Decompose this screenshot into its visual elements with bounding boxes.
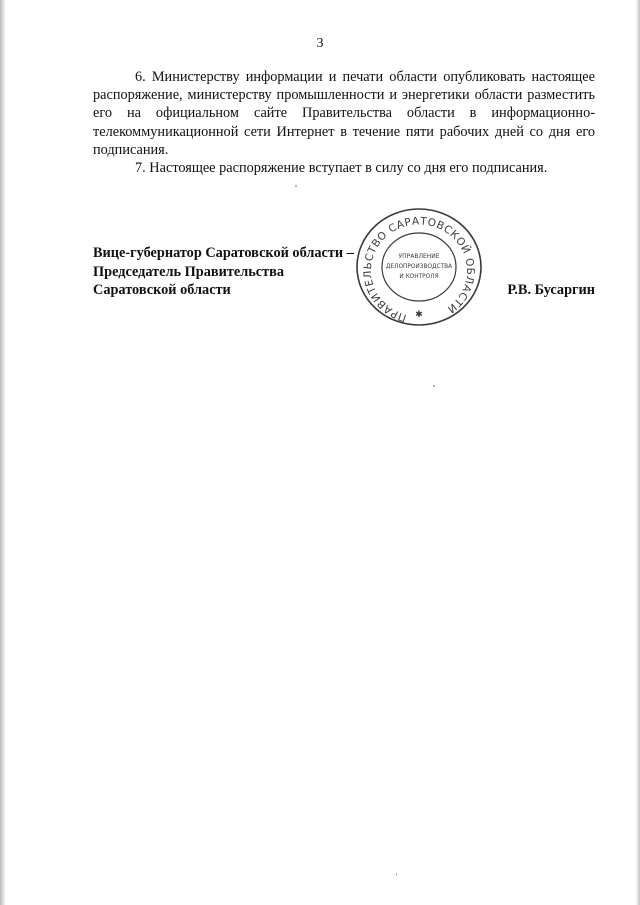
seal-ring-text-path: ПРАВИТЕЛЬСТВО САРАТОВСКОЙ ОБЛАСТИ xyxy=(361,215,477,324)
signatory-title-line-2: Председатель Правительства xyxy=(93,263,285,280)
seal-center-line-3: И КОНТРОЛЯ xyxy=(399,274,439,280)
signatory-title-line-3: Саратовской области xyxy=(93,282,231,298)
signatory-title-line-1: Вице-губернатор Саратовской области – xyxy=(93,245,354,261)
signatory-name: Р.В. Бусаргин xyxy=(507,282,595,298)
seal-center-line-1: УПРАВЛЕНИЕ xyxy=(398,253,440,260)
scan-speck xyxy=(295,185,297,187)
paragraph-6: 6. Министерству информации и печати области опубликовать настоящее распоряжение, министерству промышленности и энергетики области разместить его на официальном сайте Правительства области в информационно-телекоммуникационной сети Интернет в течение пяти рабочих дней со дня его подписания. xyxy=(93,69,595,158)
document-body xyxy=(93,68,595,177)
scan-speck xyxy=(396,873,397,876)
seal-center-line-2: ДЕЛОПРОИЗВОДСТВА xyxy=(385,264,453,270)
page-number: 3 xyxy=(316,36,324,51)
scan-edge-left xyxy=(0,0,6,905)
paragraph-7: 7. Настоящее распоряжение вступает в силу со дня его подписания. xyxy=(135,160,548,177)
seal-star-icon: ✱ xyxy=(415,310,423,320)
scan-edge-right xyxy=(635,0,640,905)
scan-speck xyxy=(433,385,435,387)
official-seal-stamp xyxy=(355,206,483,328)
signature-block xyxy=(93,244,595,304)
signatory-title xyxy=(93,244,354,300)
